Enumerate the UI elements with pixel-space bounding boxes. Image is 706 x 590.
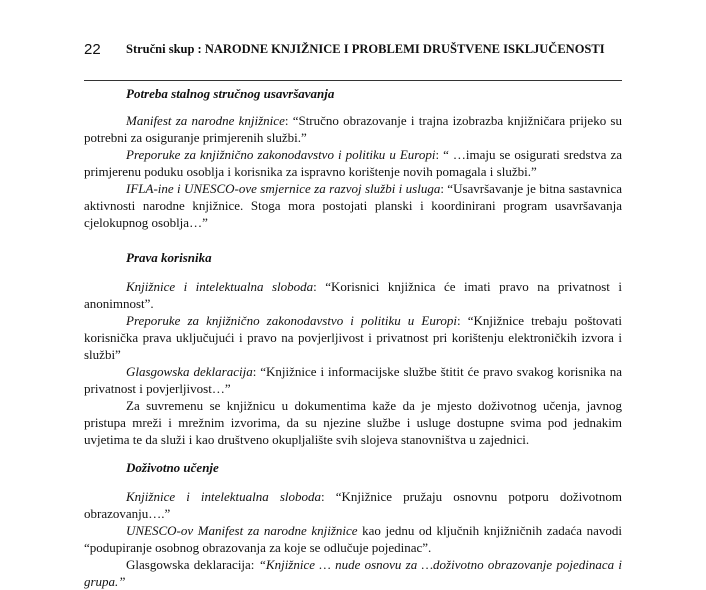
paragraph: [84, 522, 622, 556]
source-title: IFLA-ine i UNESCO-ove smjernice za razvoj službi i usluga: [126, 181, 441, 196]
source-title: Glasgowska deklaracija: [126, 364, 253, 379]
quote-text: : “Knjižnice trebaju poštovati korisnička prava uključujući i pravo na povjerljivost i privatnost pri korištenju elektroničkih izvora i službi”: [84, 313, 622, 362]
section-training-body: [84, 112, 622, 231]
source-title: Knjižnice i intelektualna sloboda: [126, 489, 322, 504]
section-heading-lifelong-learning: Doživotno učenje: [126, 460, 219, 475]
source-title: UNESCO-ov Manifest za narodne knjižnice: [126, 523, 358, 538]
section-heading-user-rights: Prava korisnika: [126, 250, 212, 265]
source-title: Preporuke za knjižnično zakonodavstvo i politiku u Europi: [126, 147, 436, 162]
quote-text: “Knjižnice … nude osnovu za …doživotno obrazovanje pojedinaca i grupa.”: [84, 557, 622, 589]
paragraph: [84, 278, 622, 312]
paragraph: [84, 312, 622, 363]
section-user-rights-body: [84, 278, 622, 448]
quote-text: : “ …imaju se osigurati sredstva za primjerenu poduku osoblja i korisnika za ispravno korištenje novih pomagala i službi.”: [84, 147, 622, 179]
quote-text: : “Knjižnice i informacijske službe štitit će pravo svakog korisnika na privatnost i povjerljivost…”: [84, 364, 623, 396]
paragraph: [84, 112, 622, 146]
source-title: Manifest za narodne knjižnice: [126, 113, 285, 128]
paragraph: [84, 363, 622, 397]
paragraph: [84, 146, 622, 180]
section-lifelong-learning-body: [84, 488, 622, 590]
page-number: 22: [84, 41, 101, 58]
body-text: Za suvremenu se knjižnicu u dokumentima kaže da je mjesto doživotnog učenja, javnog pristupa mreži i mrežnim izvorima, da su njezine službe i usluge dostupne svima pod jednakim uvjetima te da služi i kao društveno okupljalište svih slojeva stanovništva u zajednici.: [84, 398, 622, 447]
paragraph: [84, 556, 622, 590]
running-title: Stručni skup : NARODNE KNJIŽNICE I PROBLEMI DRUŠTVENE ISKLJUČENOSTI: [126, 42, 605, 56]
source-title: Preporuke za knjižnično zakonodavstvo i politiku u Europi: [126, 313, 458, 328]
paragraph: [84, 488, 622, 522]
body-text: Glasgowska deklaracija:: [126, 557, 259, 572]
quote-text: : “Knjižnice pružaju osnovnu potporu doživotnom obrazovanju….”: [84, 489, 622, 521]
section-heading-training: Potreba stalnog stručnog usavršavanja: [126, 86, 335, 101]
quote-text: kao jednu od ključnih knjižničnih zadaća navodi “podupiranje osobnog obrazovanja za koje se odlučuje pojedinac”.: [84, 523, 623, 555]
quote-text: : “Usavršavanje je bitna sastavnica aktivnosti narodne knjižnice. Stoga mora postojati planski i koordinirani program usavršavanja cjelokupnog osoblja…”: [84, 181, 622, 230]
paragraph: [84, 397, 622, 448]
quote-text: : “Korisnici knjižnica će imati pravo na privatnost i anonimnost”.: [84, 279, 622, 311]
paragraph: [84, 180, 622, 231]
header-rule: [84, 80, 622, 81]
source-title: Knjižnice i intelektualna sloboda: [126, 279, 314, 294]
quote-text: : “Stručno obrazovanje i trajna izobrazba knjižničara prijeko su potrebni za osiguranje primjerenih službi.”: [84, 113, 622, 145]
